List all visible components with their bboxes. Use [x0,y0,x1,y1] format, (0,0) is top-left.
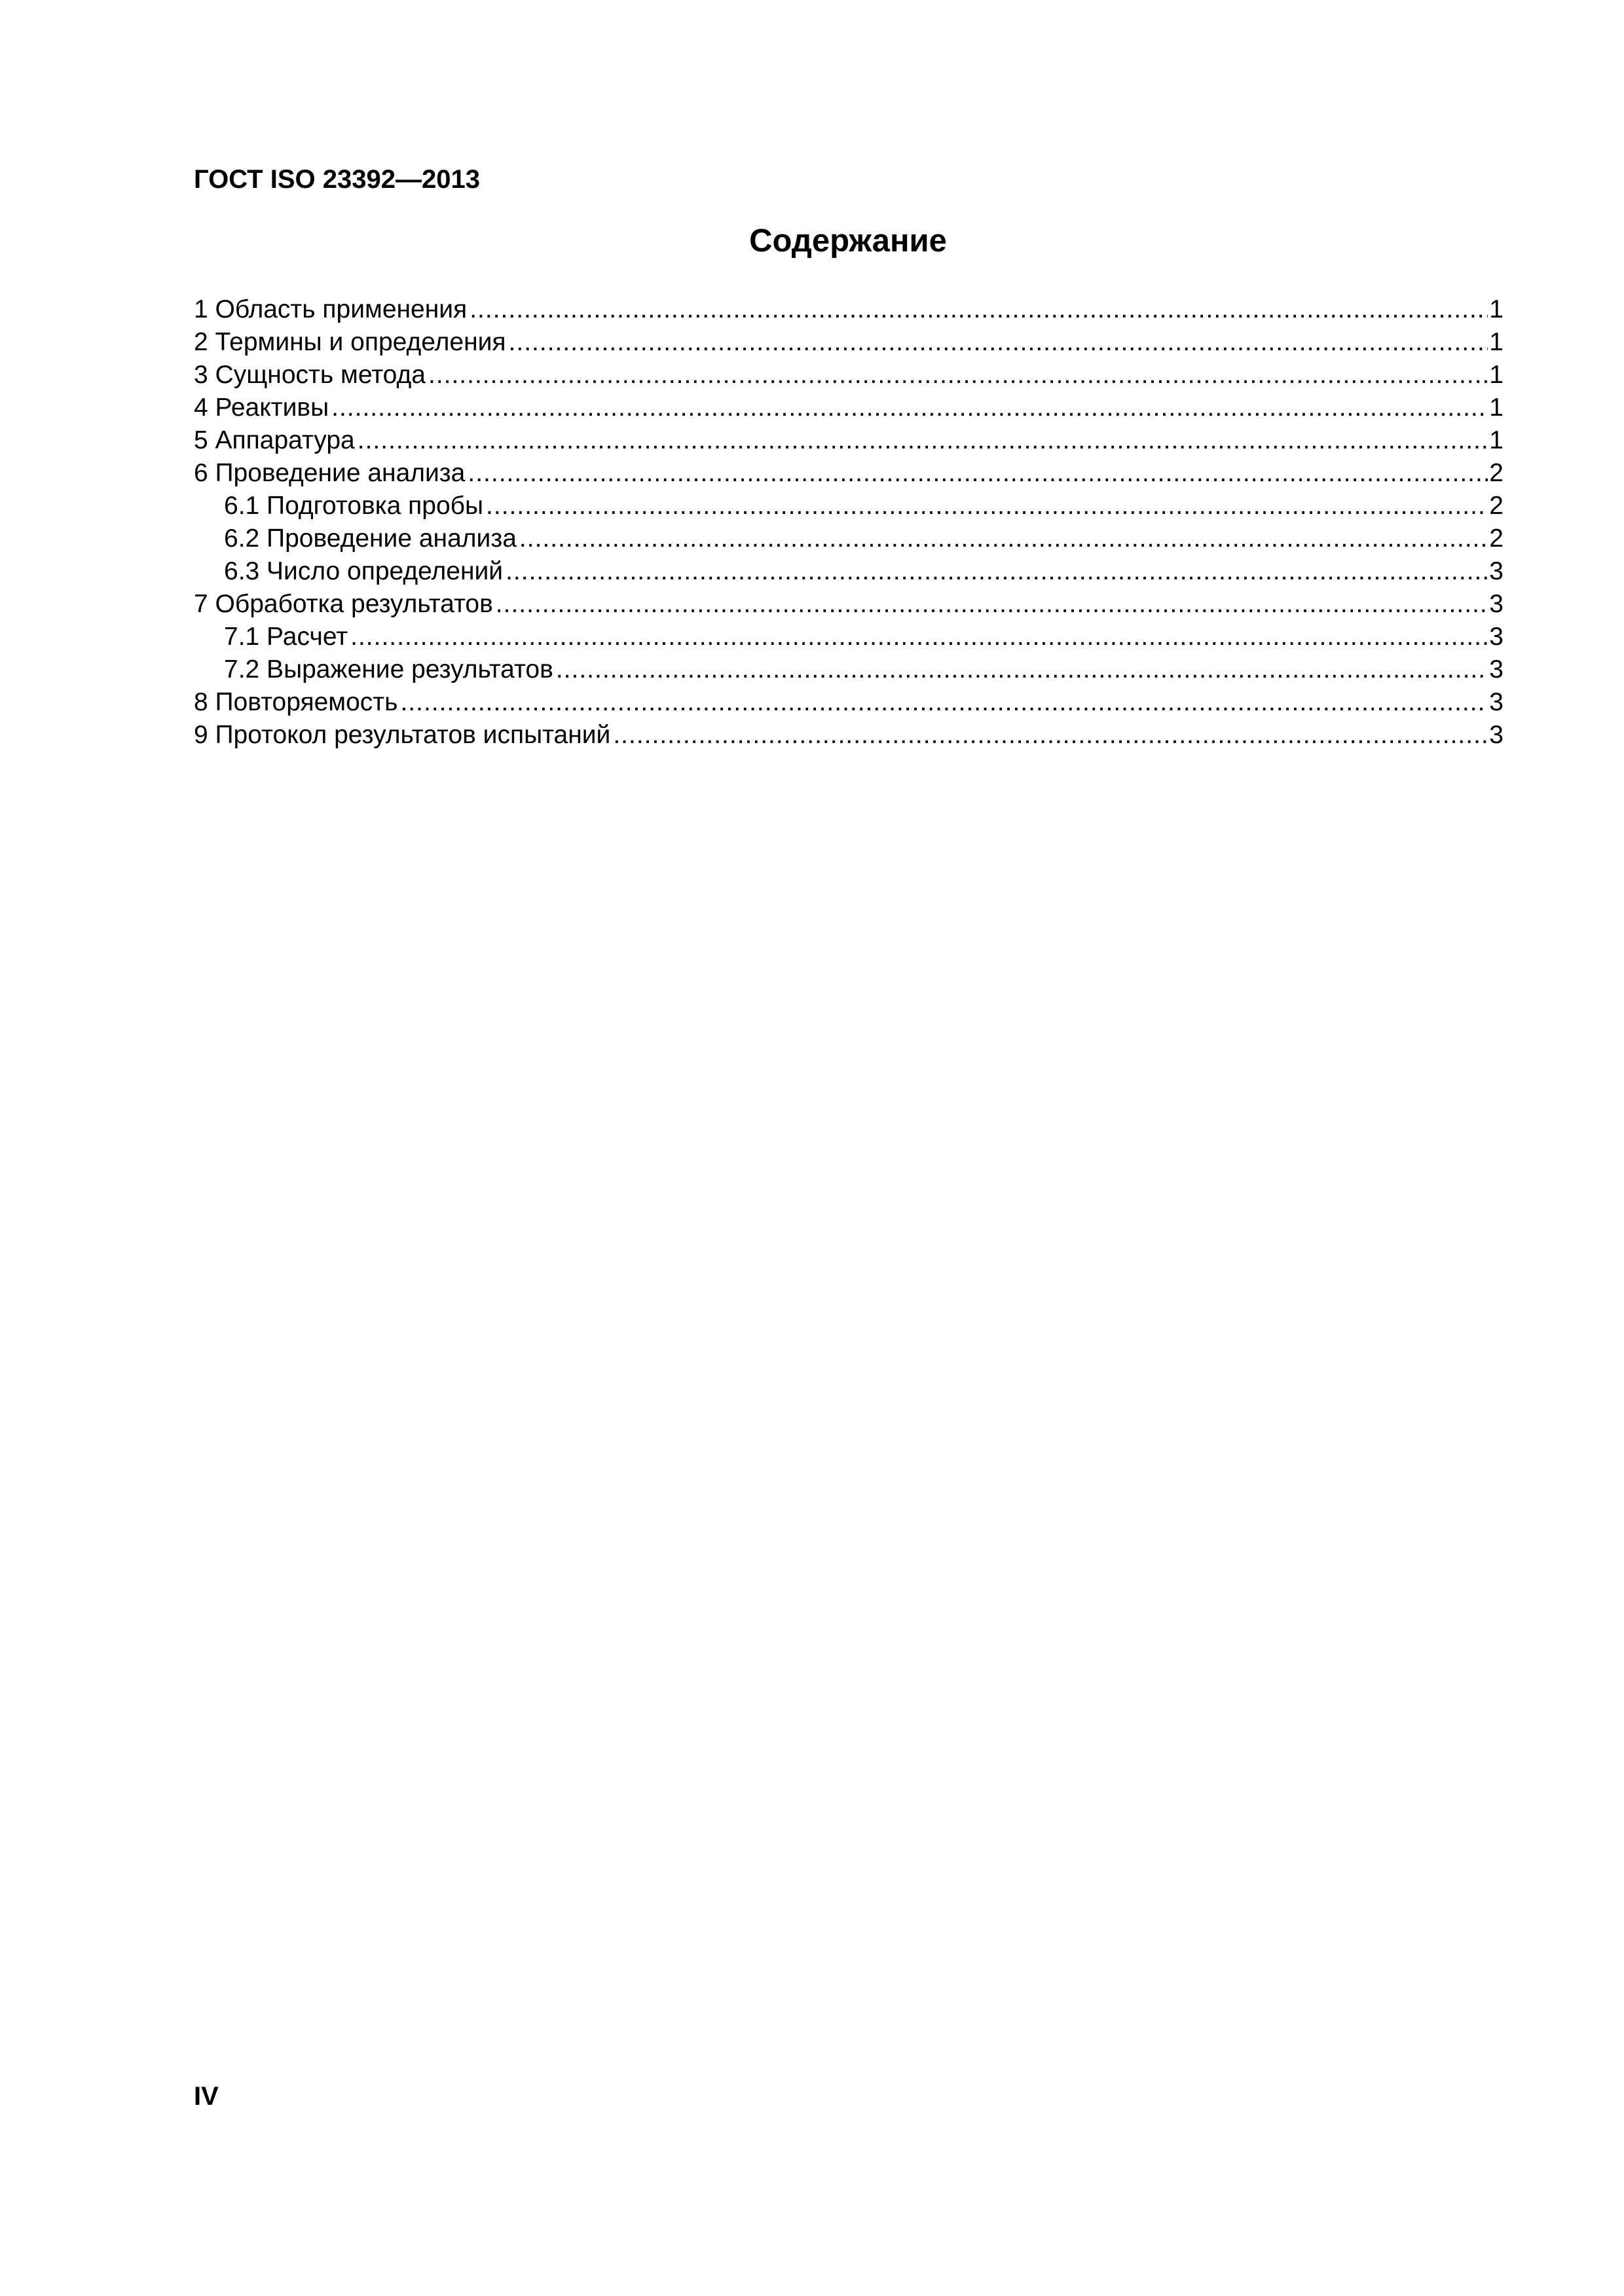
document-code: ГОСТ ISO 23392—2013 [194,165,480,194]
toc-dot-leader [613,719,1488,752]
toc-entry-page: 3 [1489,557,1504,585]
toc-subentry[interactable] [194,653,1504,686]
toc-entry[interactable] [194,293,1504,326]
toc-entry-page: 1 [1489,295,1504,323]
toc-entry-label: 1 Область применения [194,295,468,323]
toc-entry-label: 4 Реактивы [194,393,329,422]
toc-entry-label: 7.1 Расчет [224,623,348,651]
toc-subentry[interactable] [194,522,1504,555]
toc-entry-page: 1 [1489,328,1504,356]
toc-entry[interactable] [194,424,1504,457]
toc-entry-page: 3 [1489,655,1504,683]
toc-entry-page: 2 [1489,524,1504,553]
toc-dot-leader [509,326,1488,359]
toc-entry[interactable] [194,457,1504,490]
toc-dot-leader [506,555,1488,588]
toc-subentry[interactable] [194,555,1504,588]
table-of-contents [194,293,1504,752]
toc-subentry[interactable] [194,490,1504,522]
toc-entry-label: 6.3 Число определений [224,557,504,585]
toc-entry[interactable] [194,392,1504,424]
toc-entry-page: 1 [1489,361,1504,389]
toc-dot-leader [470,293,1488,326]
toc-dot-leader [468,457,1488,490]
toc-entry-label: 3 Сущность метода [194,361,426,389]
toc-dot-leader [350,621,1488,653]
toc-entry-label: 5 Аппаратура [194,426,355,454]
toc-subentry[interactable] [194,621,1504,653]
toc-entry-label: 9 Протокол результатов испытаний [194,721,611,749]
toc-entry[interactable] [194,719,1504,752]
toc-entry-page: 1 [1489,393,1504,422]
toc-entry[interactable] [194,326,1504,359]
toc-entry-label: 6.2 Проведение анализа [224,524,517,553]
toc-dot-leader [400,686,1488,719]
toc-entry-label: 8 Повторяемость [194,688,398,716]
toc-entry-label: 6 Проведение анализа [194,459,466,487]
toc-entry-label: 7.2 Выражение результатов [224,655,553,683]
page-number: IV [194,2082,219,2111]
toc-title: Содержание [749,223,947,259]
toc-entry-page: 3 [1489,721,1504,749]
toc-entry-label: 6.1 Подготовка пробы [224,492,484,520]
toc-entry-page: 1 [1489,426,1504,454]
toc-entry-page: 2 [1489,459,1504,487]
toc-dot-leader [519,522,1488,555]
toc-entry-label: 2 Термины и определения [194,328,506,356]
toc-entry-label: 7 Обработка результатов [194,590,493,618]
toc-dot-leader [486,490,1488,522]
toc-dot-leader [358,424,1488,457]
toc-dot-leader [556,653,1488,686]
toc-entry[interactable] [194,588,1504,621]
toc-entry-page: 3 [1489,623,1504,651]
toc-dot-leader [428,359,1488,392]
toc-entry[interactable] [194,686,1504,719]
toc-dot-leader [496,588,1488,621]
toc-entry-page: 3 [1489,688,1504,716]
toc-entry[interactable] [194,359,1504,392]
toc-entry-page: 3 [1489,590,1504,618]
toc-dot-leader [331,392,1488,424]
toc-entry-page: 2 [1489,492,1504,520]
